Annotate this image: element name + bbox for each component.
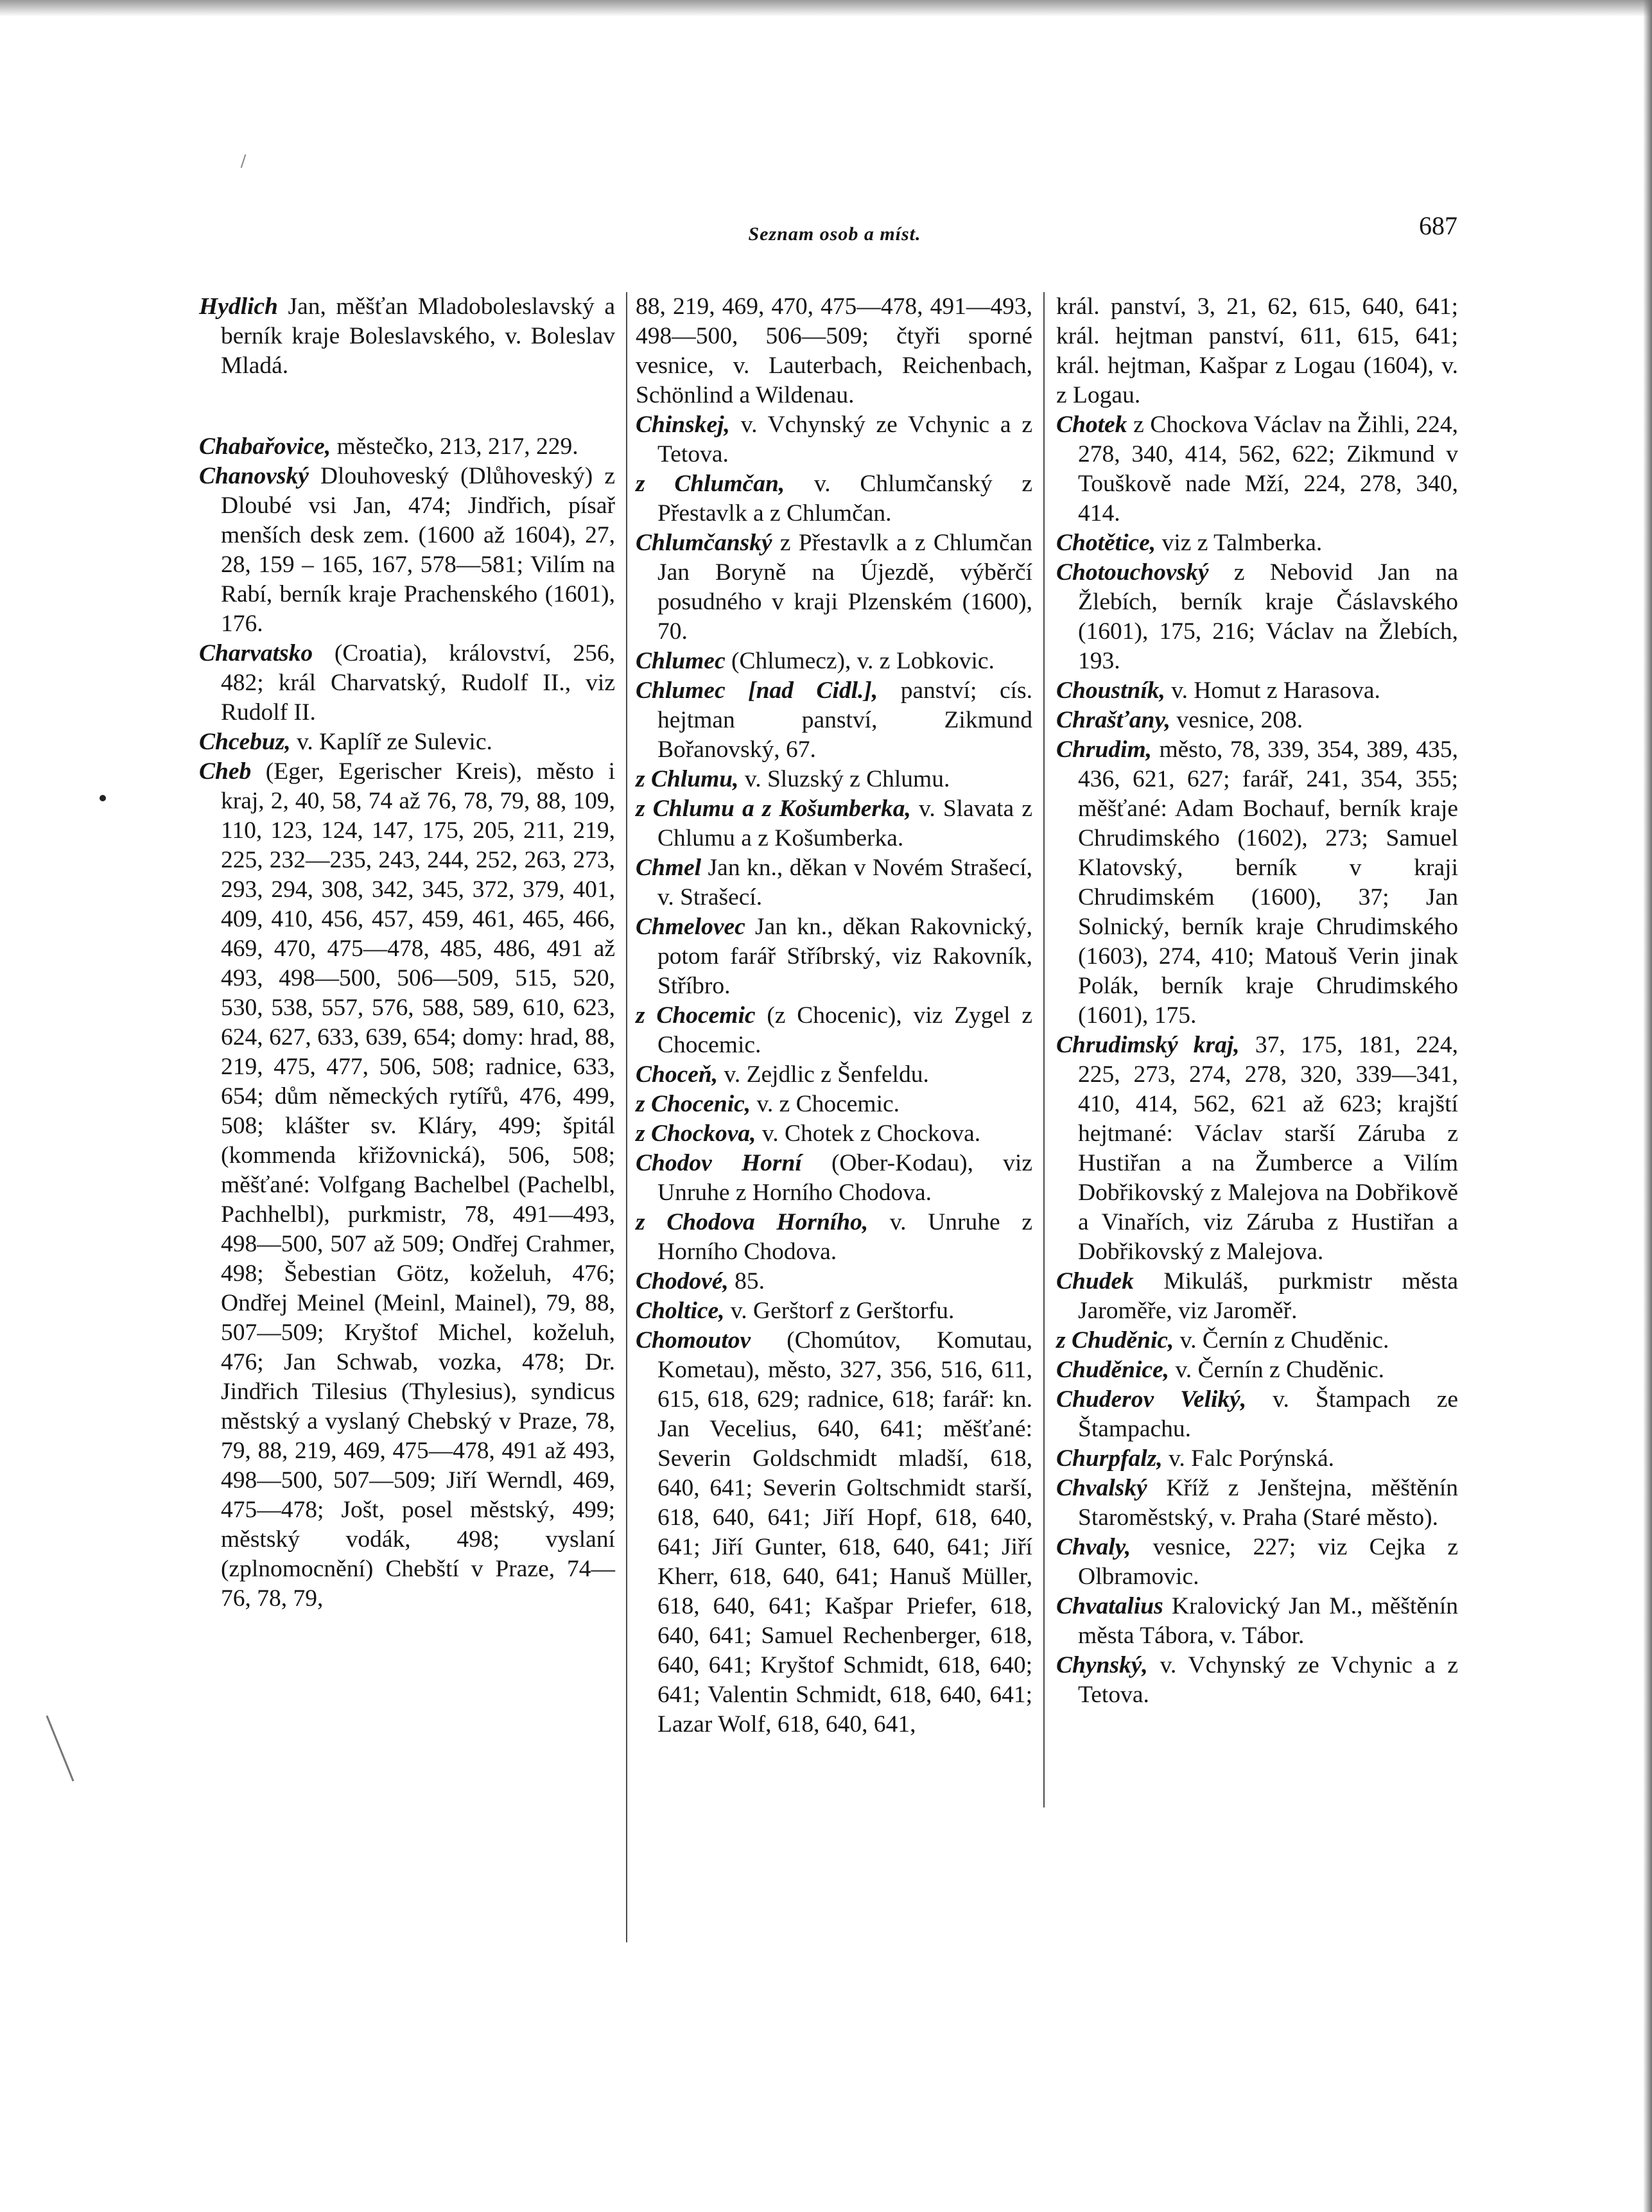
- entry-headword: z Chlumčan,: [636, 471, 785, 497]
- entry-headword: Chodov Horní: [636, 1150, 802, 1176]
- index-entry: [636, 528, 1032, 647]
- entry-headword: Hydlich: [199, 293, 278, 320]
- entry-text: Kralovický Jan M., měštěnín města Tábora, v. Tábor.: [1078, 1593, 1458, 1649]
- entry-text: z Nebovid Jan na Žlebích, berník kraje Čáslavského (1601), 175, 216; Václav na Žlebích, 193.: [1078, 559, 1458, 674]
- index-entry: [636, 1208, 1032, 1267]
- entry-headword: Chotek: [1056, 412, 1127, 438]
- entry-headword: Chlumec: [636, 648, 726, 674]
- entry-text: v. Homut z Harasova.: [1165, 677, 1380, 704]
- entry-text: Jan kn., děkan v Novém Strašecí, v. Strašecí.: [657, 855, 1032, 910]
- entry-text: v. Gerštorf z Gerštorfu.: [724, 1298, 955, 1324]
- margin-tick-mark: [241, 154, 247, 168]
- entry-text: v. Chlumčanský z Přestavlk a z Chlumčan.: [657, 471, 1032, 527]
- entry-text: Jan kn., děkan Rakovnický, potom farář Stříbrský, viz Rakovník, Stříbro.: [657, 914, 1032, 999]
- entry-headword: Choceň,: [636, 1061, 718, 1088]
- entry-headword: Chrudimský kraj,: [1056, 1032, 1240, 1058]
- column-rule-1: [626, 292, 627, 1942]
- index-entry: [199, 757, 615, 1614]
- continued-entry-text: 88, 219, 469, 470, 475—478, 491—493, 498—500, 506—509; čtyři sporné vesnice, v. Lauterbach, Reichenbach, Schönlind a Wildenau.: [636, 293, 1032, 408]
- entry-text: (Ober-Kodau), viz Unruhe z Horního Chodova.: [657, 1150, 1032, 1206]
- index-entry: [1056, 1444, 1458, 1474]
- entry-headword: Chrudim,: [1056, 736, 1152, 763]
- entry-text: vesnice, 227; viz Cejka z Olbramovic.: [1078, 1534, 1458, 1590]
- entry-headword: Chlumčanský: [636, 530, 772, 556]
- entry-text: v. Zejdlic z Šenfeldu.: [718, 1061, 929, 1088]
- entry-headword: Chuderov Veliký,: [1056, 1386, 1247, 1413]
- entry-headword: Chuděnice,: [1056, 1357, 1170, 1383]
- entry-text: (Chlumecz), v. z Lobkovic.: [725, 648, 995, 674]
- index-column-2: [636, 292, 1032, 1739]
- index-entry: [1056, 1651, 1458, 1710]
- index-entry: [1056, 410, 1458, 528]
- entry-headword: Chvatalius: [1056, 1593, 1163, 1619]
- index-entry: [199, 727, 615, 757]
- index-entry: [199, 639, 615, 727]
- entry-headword: Chudek: [1056, 1268, 1134, 1294]
- index-entry: [636, 853, 1032, 912]
- index-entry: [636, 647, 1032, 676]
- entry-headword: Churpfalz,: [1056, 1445, 1163, 1472]
- index-entry: [199, 292, 615, 381]
- entry-text: v. Chotek z Chockova.: [756, 1120, 981, 1147]
- entry-text: viz z Talmberka.: [1156, 530, 1323, 556]
- entry-text: 37, 175, 181, 224, 225, 273, 274, 278, 320, 339—341, 410, 414, 562, 621 až 623; krajští hejtmané: Václav starší Záruba z Hustiřan a na Žumberce a Vilím Dobřikovský z Malejova na Dobřikově a Vinařích, viz Záruba z Hustiřan a Dobřikovský z Malejova.: [1078, 1032, 1459, 1265]
- entry-text: Mikuláš, purkmistr města Jaroměře, viz Jaroměř.: [1078, 1268, 1458, 1324]
- entry-headword: Chynský,: [1056, 1652, 1148, 1678]
- entry-headword: z Chlumu,: [636, 766, 739, 792]
- entry-text: (Eger, Egerischer Kreis), město i kraj, 2, 40, 58, 74 až 76, 78, 79, 88, 109, 110, 123, 124, 147, 175, 205, 211, 219, 225, 232—235, 243, 244, 252, 263, 273, 293, 294, 308, 342, 345, 372, 379, 401, 409, 410, 456, 457, 459, 461, 465, 466, 469, 470, 475—478, 485, 486, 491 až 493, 498—500, 506—509, 515, 520, 530, 538, 557, 576, 588, 589, 610, 623, 624, 627, 633, 639, 654; domy: hrad, 88, 219, 475, 477, 506, 508; radnice, 633, 654; dům německých rytířů, 476, 499, 508; klášter sv. Kláry, 499; špitál (kommenda křižovnická), 506, 508; měšťané: Volfgang Bachelbel (Pachelbl, Pachhelbl), purkmistr, 78, 491—493, 498—500, 507 až 509; Ondřej Crahmer, 498; Šebestian Götz, koželuh, 476; Ondřej Meinel (Meinl, Mainel), 79, 88, 507—509; Kryštof Michel, koželuh, 476; Jan Schwab, vozka, 478; Dr. Jindřich Tilesius (Thylesius), syndicus městský a vyslaný Chebský v Praze, 78, 79, 88, 219, 469, 475—478, 491 až 493, 498—500, 507—509; Jiří Werndl, 469, 475—478; Jošt, posel městský, 499; městský vodák, 498; vyslaní (zplnomocnění) Chebští v Praze, 74—76, 78, 79,: [221, 758, 615, 1612]
- scan-shadow-top: [0, 0, 1652, 17]
- index-entry: [636, 1267, 1032, 1296]
- entry-text: v. Vchynský ze Vchynic a z Tetova.: [1078, 1652, 1458, 1708]
- entry-headword: Chodové,: [636, 1268, 729, 1294]
- index-column-3: [1056, 292, 1458, 1710]
- entry-text: v. Slavata z Chlumu a z Košumberka.: [657, 796, 1032, 851]
- entry-text: v. z Chocemic.: [751, 1091, 900, 1117]
- entry-headword: Choustník,: [1056, 677, 1165, 704]
- entry-headword: z Chuděnic,: [1056, 1327, 1174, 1354]
- entry-headword: Chrašťany,: [1056, 707, 1170, 733]
- entry-text: v. Štampach ze Štampachu.: [1078, 1386, 1458, 1442]
- index-entry: [1056, 528, 1458, 558]
- entry-headword: z Chodova Horního,: [636, 1209, 869, 1235]
- entry-text: z Chockova Václav na Žihli, 224, 278, 340, 414, 562, 622; Zikmund v Touškově nade Mží, 224, 278, 340, 414.: [1078, 412, 1458, 527]
- entry-text: z Přestavlk a z Chlumčan Jan Boryně na Újezdě, výběrčí posudného v kraji Plzenském (1600), 70.: [657, 530, 1032, 645]
- entry-headword: Chabařovice,: [199, 433, 331, 460]
- entry-headword: Chmel: [636, 855, 702, 881]
- entry-headword: Choltice,: [636, 1298, 725, 1324]
- index-entry: [636, 1090, 1032, 1119]
- index-entry: [636, 1326, 1032, 1739]
- entry-text: v. Černín z Chuděnic.: [1174, 1327, 1389, 1354]
- scan-shadow-right: [1643, 0, 1652, 2212]
- entry-headword: Cheb: [199, 758, 252, 785]
- index-entry: [1056, 558, 1458, 676]
- entry-text: Jan, měšťan Mladoboleslavský a berník kraje Boleslavského, v. Boleslav Mladá.: [221, 293, 615, 379]
- entry-text: v. Falc Porýnská.: [1162, 1445, 1335, 1472]
- entry-headword: Charvatsko: [199, 640, 313, 666]
- entry-text: městečko, 213, 217, 229.: [331, 433, 578, 460]
- entry-headword: z Chlumu a z Košumberka,: [636, 796, 911, 822]
- index-entry: [636, 676, 1032, 765]
- index-entry: [636, 1296, 1032, 1326]
- column-rule-2: [1043, 292, 1045, 1807]
- index-entry: [1056, 706, 1458, 735]
- entry-text: 85.: [728, 1268, 765, 1294]
- entry-text: v. Černín z Chuděnic.: [1169, 1357, 1385, 1383]
- index-entry: [636, 1149, 1032, 1208]
- index-entry: [1056, 676, 1458, 706]
- entry-headword: z Chockova,: [636, 1120, 756, 1147]
- index-entry: [1056, 1326, 1458, 1355]
- index-entry: [636, 469, 1032, 528]
- index-column-1: [199, 292, 615, 1614]
- index-entry: [636, 410, 1032, 469]
- index-entry: [1056, 1267, 1458, 1326]
- entry-headword: Chotětice,: [1056, 530, 1156, 556]
- index-entry: [636, 1001, 1032, 1060]
- entry-headword: Chinskej,: [636, 412, 730, 438]
- entry-text: v. Unruhe z Horního Chodova.: [657, 1209, 1032, 1265]
- entry-headword: Chvaly,: [1056, 1534, 1131, 1560]
- entry-headword: Chcebuz,: [199, 729, 291, 755]
- margin-pencil-mark: [46, 1715, 74, 1781]
- page-number: 687: [1419, 211, 1457, 240]
- index-entry: [1056, 735, 1458, 1031]
- entry-text: Kříž z Jenštejna, měštěnín Staroměstský, v. Praha (Staré město).: [1078, 1475, 1458, 1531]
- index-entry: [636, 1060, 1032, 1090]
- entry-headword: Chotouchovský: [1056, 559, 1209, 586]
- running-title: Seznam osob a míst.: [748, 223, 921, 245]
- index-entry: [636, 912, 1032, 1001]
- index-entry: [1056, 1385, 1458, 1444]
- entry-text: vesnice, 208.: [1170, 707, 1303, 733]
- entry-text: v. Kaplíř ze Sulevic.: [290, 729, 492, 755]
- entry-text: (z Chocenic), viz Zygel z Chocemic.: [657, 1002, 1032, 1058]
- entry-text: (Chomútov, Komutau, Kometau), město, 327, 356, 516, 611, 615, 618, 629; radnice, 618; farář: kn. Jan Vecelius, 640, 641; měšťané: Severin Goldschmidt mladší, 618, 640, 641; Severin Goltschmidt starší, 618, 640, 641; Jiří Hopf, 618, 640, 641; Jiří Gunter, 618, 640, 641; Jiří Kherr, 618, 640, 641; Hanuš Müller, 618, 640, 641; Kašpar Priefer, 618, 640, 641; Samuel Rechenberger, 618, 640, 641; Kryštof Schmidt, 618, 640; 641; Valentin Schmidt, 618, 640, 641; Lazar Wolf, 618, 640, 641,: [657, 1327, 1032, 1737]
- entry-headword: Chanovský: [199, 463, 309, 489]
- index-entry: [636, 1119, 1032, 1149]
- entry-headword: z Chocemic: [636, 1002, 756, 1029]
- entry-headword: Chlumec [nad Cidl.],: [636, 677, 878, 704]
- index-entry: [1056, 1031, 1458, 1267]
- entry-headword: Chomoutov: [636, 1327, 751, 1354]
- entry-text: Dlouhoveský (Dlůhoveský) z Dloubé vsi Jan, 474; Jindřich, písař menších desk zem. (1600 až 1604), 27, 28, 159 – 165, 167, 578—581; Vilím na Rabí, berník kraje Prachenského (1601), 176.: [221, 463, 615, 637]
- entry-headword: z Chocenic,: [636, 1091, 751, 1117]
- index-entry: [1056, 1533, 1458, 1592]
- margin-dot: [100, 795, 106, 801]
- index-entry: [1056, 1355, 1458, 1385]
- index-entry: [636, 794, 1032, 853]
- entry-headword: Chvalský: [1056, 1475, 1147, 1501]
- entry-headword: Chmelovec: [636, 914, 745, 940]
- entry-text: v. Vchynský ze Vchynic a z Tetova.: [657, 412, 1032, 467]
- index-entry: [636, 765, 1032, 794]
- entry-text: město, 78, 339, 354, 389, 435, 436, 621, 627; farář, 241, 354, 355; měšťané: Adam Bochauf, berník kraje Chrudimského (1602), 273; Samuel Klatovský, berník v kraji Chrudimském (1600), 37; Jan Solnický, berník kraje Chrudimského (1603), 274, 410; Matouš Verin jinak Polák, berník kraje Chrudimského (1601), 175.: [1078, 736, 1458, 1029]
- entry-text: panství; cís. hejtman panství, Zikmund Bořanovský, 67.: [657, 677, 1032, 763]
- continued-entry-text: král. panství, 3, 21, 62, 615, 640, 641; král. hejtman panství, 611, 615, 641; král. hejtman, Kašpar z Logau (1604), v. z Logau.: [1056, 293, 1458, 408]
- entry-text: (Croatia), království, 256, 482; král Charvatský, Rudolf II., viz Rudolf II.: [221, 640, 615, 726]
- index-entry: [199, 462, 615, 639]
- index-entry: [1056, 1474, 1458, 1533]
- index-entry: [199, 432, 615, 462]
- entry-text: v. Sluzský z Chlumu.: [738, 766, 950, 792]
- index-entry: [1056, 1592, 1458, 1651]
